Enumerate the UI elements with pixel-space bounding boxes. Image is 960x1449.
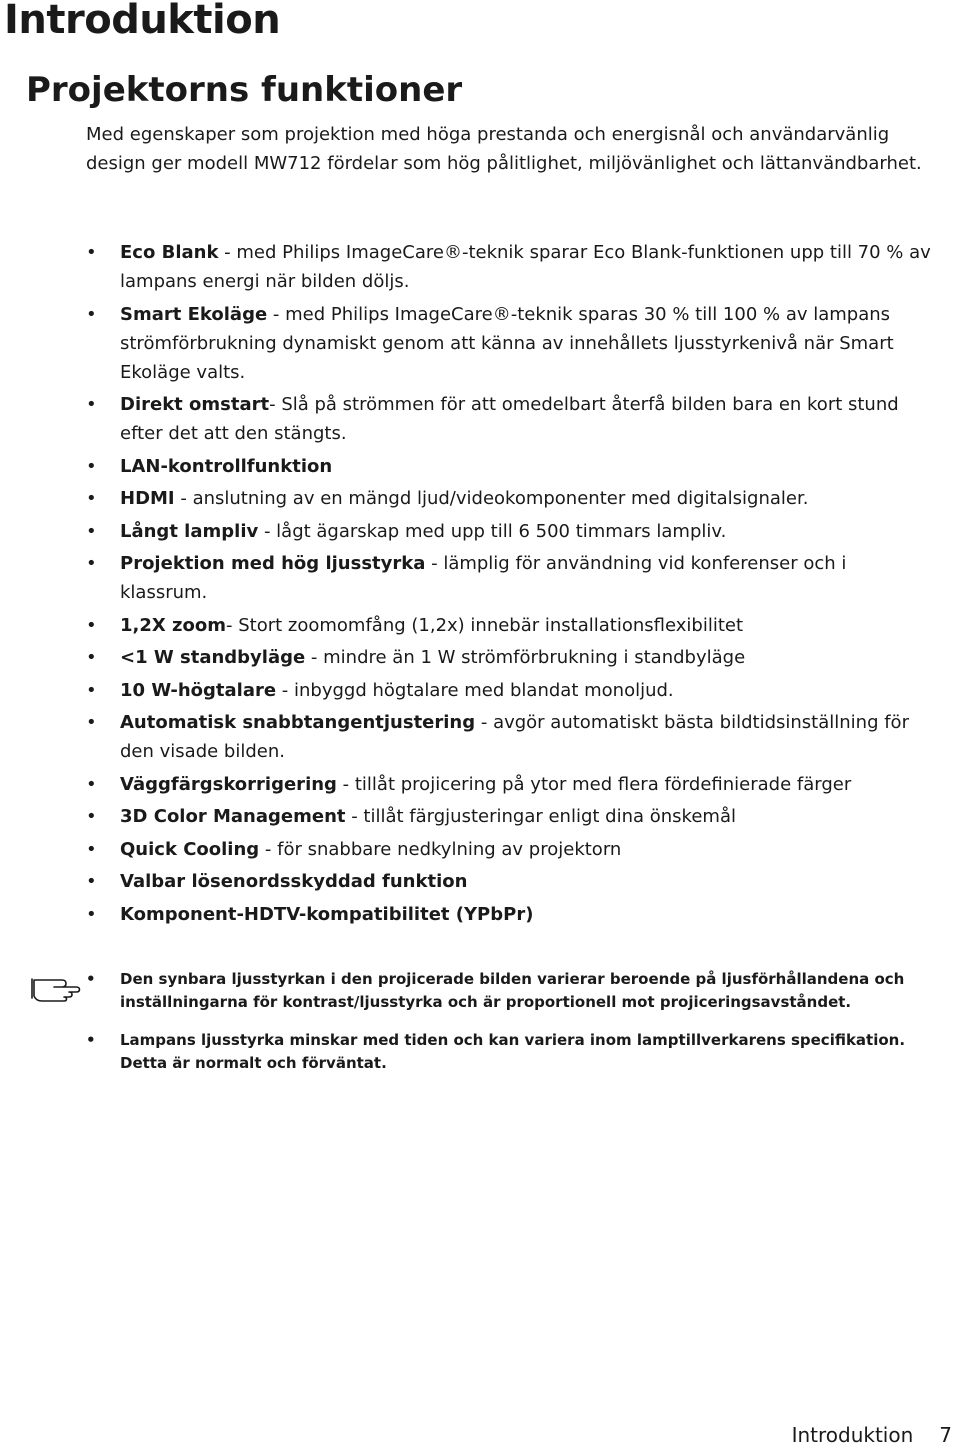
feature-item [86,770,936,799]
feature-description: - lämplig för användning vid konferenser och i klassrum. [120,553,847,603]
feature-description: - tillåt färgjusteringar enligt dina önskemål [345,806,736,827]
feature-name: <1 W standbyläge [120,647,306,668]
feature-description: - tillåt projicering på ytor med flera fördefinierade färger [336,773,852,795]
feature-item [86,900,936,929]
feature-name: 10 W-högtalare [120,679,277,701]
bullet-icon: • [86,647,97,668]
bullet-icon: • [86,242,97,263]
feature-name: 1,2X zoom [120,614,226,636]
bullet-icon: • [86,553,97,574]
feature-name: Smart Ekoläge [120,303,268,325]
bullet-icon: • [86,773,97,795]
feature-item [86,643,936,672]
feature-description: - avgör automatiskt bästa bildtidsinställning för den visade bilden. [120,712,909,762]
feature-item [86,708,936,766]
feature-name: 3D Color Management [120,806,346,827]
bullet-icon: • [86,455,97,477]
bullet-icon: • [86,838,97,860]
bullet-icon: • [86,806,97,827]
feature-name: Direkt omstart [120,394,270,415]
feature-item [86,300,936,387]
feature-name: Automatisk snabbtangentjustering [120,712,476,733]
bullet-icon: • [86,614,97,636]
bullet-icon: • [86,394,97,415]
section-title: Projektorns funktioner [26,70,463,110]
feature-description: - med Philips ImageCare®-teknik sparas 30 % till 100 % av lampans strömförbrukning dynamiskt genom att känna av innehållets ljusstyrkenivå när Smart Ekoläge valts. [120,303,894,383]
feature-list [86,238,936,932]
feature-description: - mindre än 1 W strömförbrukning i standbyläge [305,647,746,668]
feature-item [86,238,936,296]
feature-item [86,452,936,481]
feature-item [86,802,936,831]
chapter-title: Introduktion [4,0,281,43]
feature-name: Eco Blank [120,242,219,263]
note-item [86,968,936,1014]
feature-item [86,390,936,448]
bullet-icon: • [86,679,97,701]
feature-description: - lågt ägarskap med upp till 6 500 timmars lampliv. [258,520,727,542]
feature-name: Väggfärgskorrigering [120,773,337,795]
feature-name: Komponent-HDTV-kompatibilitet (YPbPr) [120,903,534,925]
feature-name: LAN-kontrollfunktion [120,455,333,477]
feature-name: HDMI [120,488,175,509]
bullet-icon: • [86,970,96,988]
feature-name: Långt lampliv [120,520,259,542]
hand-pointing-icon [28,968,84,1002]
feature-description: - med Philips ImageCare®-teknik sparar Eco Blank-funktionen upp till 70 % av lampans energi när bilden döljs. [120,242,931,292]
feature-item [86,549,936,607]
feature-item [86,611,936,640]
bullet-icon: • [86,303,97,325]
page-number: 7 [939,1423,952,1447]
feature-description: - för snabbare nedkylning av projektorn [259,838,622,860]
feature-description: - inbyggd högtalare med blandat monoljud. [276,679,674,701]
intro-paragraph: Med egenskaper som projektion med höga prestanda och energisnål och användarvänlig design ger modell MW712 fördelar som hög pålitlighet, miljövänlighet och lättanvändbarhet. [86,124,922,174]
note-text: Den synbara ljusstyrkan i den projicerade bilden varierar beroende på ljusförhållandena och inställningarna för kontrast/ljusstyrka och är proportionell mot projiceringsavståndet. [120,970,905,1011]
feature-description: - Stort zoomomfång (1,2x) innebär installationsflexibilitet [226,614,744,636]
feature-name: Valbar lösenordsskyddad funktion [120,871,468,892]
feature-description: - anslutning av en mängd ljud/videokomponenter med digitalsignaler. [174,488,809,509]
feature-item [86,867,936,896]
feature-name: Quick Cooling [120,838,260,860]
feature-item [86,484,936,513]
feature-description: - Slå på strömmen för att omedelbart återfå bilden bara en kort stund efter det att den stängts. [120,394,899,444]
note-item [86,1029,936,1075]
bullet-icon: • [86,1031,96,1049]
note-list [86,968,936,1090]
note-text: Lampans ljusstyrka minskar med tiden och kan variera inom lamptillverkarens specifikation. Detta är normalt och förväntat. [120,1031,906,1072]
bullet-icon: • [86,712,97,733]
bullet-icon: • [86,903,97,925]
feature-item [86,676,936,705]
footer-section-name: Introduktion [791,1423,914,1447]
bullet-icon: • [86,871,97,892]
bullet-icon: • [86,520,97,542]
bullet-icon: • [86,488,97,509]
page-footer [792,1421,952,1449]
feature-item [86,835,936,864]
feature-name: Projektion med hög ljusstyrka [120,553,426,574]
feature-item [86,517,936,546]
